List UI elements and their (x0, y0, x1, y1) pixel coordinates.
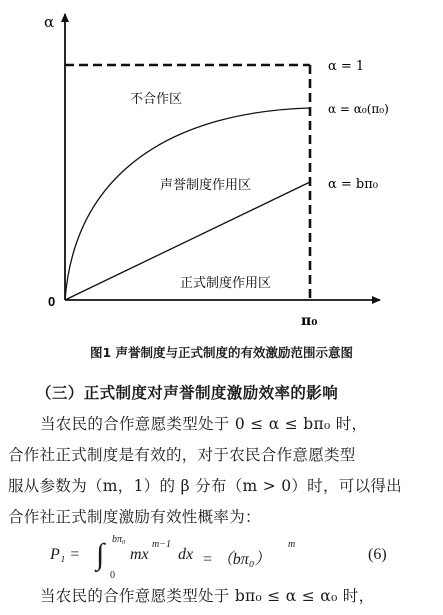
equation-dx: dx (178, 546, 194, 563)
non-cooperation-region-label: 不合作区 (130, 92, 183, 107)
alpha-zero-curve (65, 108, 310, 300)
origin-label: 0 (48, 294, 56, 309)
x-axis-tick-label: π₀ (301, 313, 318, 329)
paragraph-1-line-2: 合作社正式制度是有效的，对于农民合作意愿类型 (8, 446, 356, 464)
equation-rhs-exponent: m (288, 539, 296, 550)
equation-lhs: P₁ = (50, 546, 81, 563)
integral-sign: ∫ (96, 538, 105, 571)
formal-region-label: 正式制度作用区 (180, 276, 272, 291)
paragraph-2-line-1: 当农民的合作意愿类型处于 bπ₀ ≤ α ≤ α₀ 时， (40, 587, 375, 605)
equation-number: (6) (368, 546, 387, 563)
alpha-one-label: α = 1 (328, 59, 365, 74)
alpha-bpi-label: α = bπ₀ (328, 177, 379, 192)
paragraph-1-line-4: 合作社正式制度激励有效性概率为： (8, 508, 261, 526)
figure-caption: 图1 声誉制度与正式制度的有效激励范围示意图 (89, 345, 354, 360)
y-axis-label: α (44, 13, 55, 31)
paragraph-1-line-1: 当农民的合作意愿类型处于 0 ≤ α ≤ bπ₀ 时， (40, 415, 368, 433)
reputation-region-label: 声誉制度作用区 (160, 178, 252, 193)
alpha-zero-label: α = α₀(π₀) (328, 102, 389, 116)
integral-lower-limit: 0 (110, 570, 115, 581)
equation-rhs: = （bπ₀） (202, 551, 271, 568)
integral-upper-limit: bπ₀ (112, 534, 126, 545)
paragraph-1-line-3: 服从参数为（m，1）的 β 分布（m > 0）时，可以得出 (8, 477, 402, 495)
equation-6 (50, 534, 430, 582)
equation-exponent: m−1 (152, 539, 171, 550)
equation-integrand: mx (130, 546, 149, 563)
section-heading: （三）正式制度对声誉制度激励效率的影响 (36, 384, 339, 402)
